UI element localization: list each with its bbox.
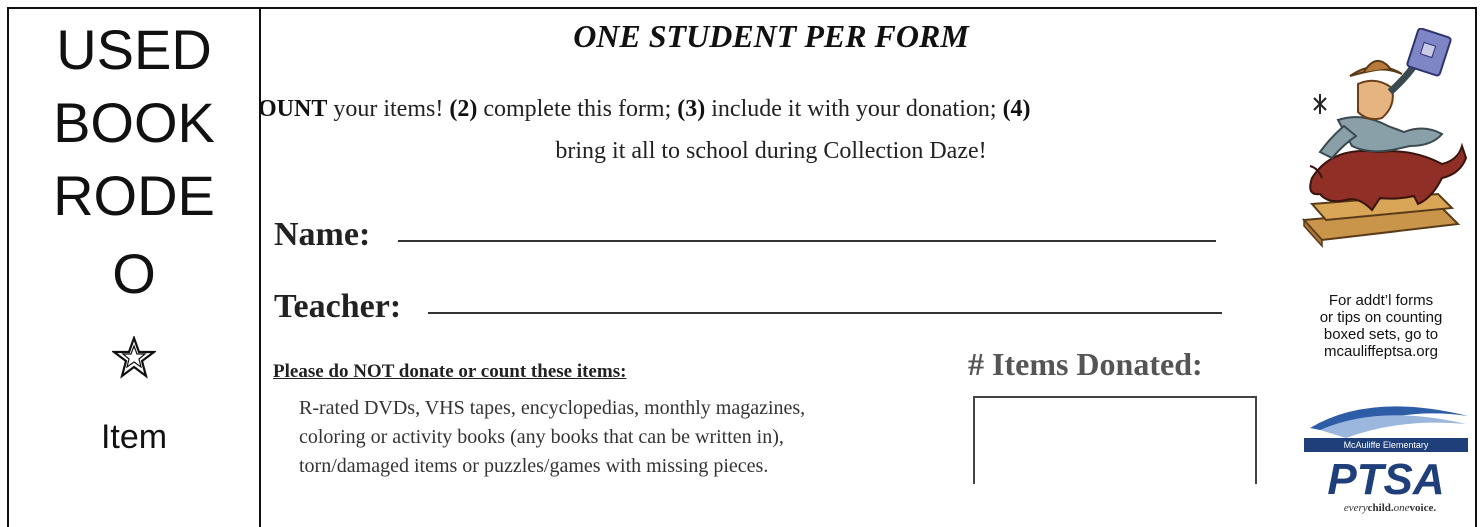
- instructions-line-2: bring it all to school during Collection Daze!: [555, 138, 987, 164]
- sidebar-title-line-1: USED: [56, 18, 212, 81]
- name-label: Name:: [274, 216, 371, 253]
- warning-title: Please do NOT donate or count these items:: [273, 361, 627, 382]
- note-line: For addt’l forms: [1328, 292, 1434, 309]
- top-border: [261, 7, 1477, 9]
- teacher-label: Teacher:: [274, 288, 402, 325]
- items-donated-label: # Items Donated:: [968, 346, 1203, 382]
- instructions-line-1: [258, 96, 1268, 136]
- logo-org: PTSA: [1327, 455, 1445, 498]
- forms-info-note: [1287, 292, 1475, 360]
- website-link[interactable]: mcauliffeptsa.org: [1324, 343, 1438, 360]
- warning-list: [299, 394, 969, 481]
- form-heading: ONE STUDENT PER FORM: [573, 18, 969, 54]
- step2-text: complete this form;: [477, 96, 678, 122]
- cowboy-riding-bull-on-books-illustration: [1292, 28, 1470, 248]
- sidebar-title-line-4: O: [112, 242, 156, 305]
- note-line: or tips on counting: [1319, 309, 1443, 326]
- step3-number: (3): [677, 96, 706, 122]
- sidebar-title-line-3: RODE: [53, 164, 215, 227]
- items-donated-input[interactable]: [973, 396, 1257, 484]
- sidebar-item-label: Item: [100, 418, 168, 456]
- step3-text: include it with your donation;: [705, 96, 1003, 122]
- ptsa-logo: [1290, 388, 1476, 518]
- step2-number: (2): [449, 96, 478, 122]
- note-line: boxed sets, go to: [1323, 326, 1439, 343]
- step4-number: (4): [1002, 96, 1031, 122]
- step1-bold: OUNT: [258, 96, 328, 122]
- logo-school: McAuliffe Elementary: [1343, 440, 1429, 450]
- sidebar-title-line-2: BOOK: [53, 91, 215, 154]
- warning-line: R-rated DVDs, VHS tapes, encyclopedias, monthly magazines,: [299, 397, 806, 419]
- star-outline-icon: [9, 336, 259, 392]
- warning-line: torn/damaged items or puzzles/games with missing pieces.: [299, 455, 769, 477]
- step1-text: your items!: [327, 96, 450, 122]
- warning-line: coloring or activity books (any books that can be written in),: [299, 426, 784, 448]
- name-field[interactable]: [398, 240, 1216, 242]
- teacher-field[interactable]: [428, 312, 1222, 314]
- logo-tagline: everychild.onevoice.: [1343, 502, 1437, 514]
